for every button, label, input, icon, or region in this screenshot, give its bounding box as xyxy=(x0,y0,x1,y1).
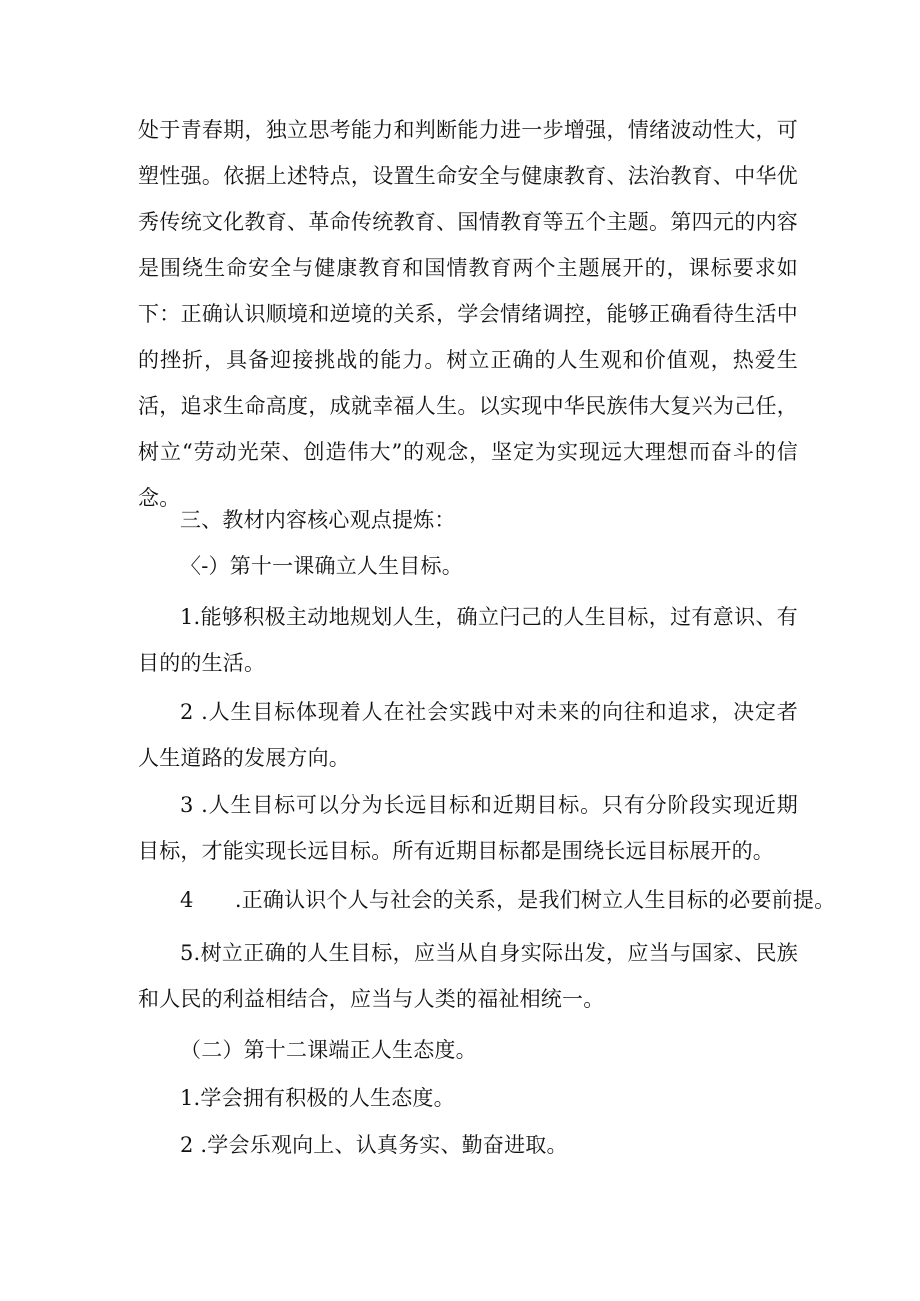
lesson-11-heading: 〈-）第十一课确立人生目标。 xyxy=(180,554,463,578)
lesson-12-point-2: 2 .学会乐观向上、认真务实、勤奋进取。 xyxy=(180,1133,568,1157)
lesson-11-point-2: 2 .人生目标体现着人在社会实践中对未来的向往和追求，决定者人生道路的发展方向。 xyxy=(138,700,798,770)
lesson-11-point-1: 1.能够积极主动地规划人生，确立闩己的人生目标，过有意识、有目的的生活。 xyxy=(138,605,798,675)
intro-paragraph: 处于青春期，独立思考能力和判断能力进一步增强，情绪波动性大，可塑性强。依据上述特点，设置生命安全与健康教育、法治教育、中华优秀传统文化教育、革命传统教育、国情教育等五个主题。第四元的内容是围绕生命安全与健康教育和国情教育两个主题展开的，课标要求如下：正确认识顺境和逆境的关系，学会情绪调控，能够正确看待生活中的挫折，具备迎接挑战的能力。树立正确的人生观和价值观，热爱生活，追求生命高度，成就幸福人生。以实现中华民族伟大复兴为己任，树立“劳动光荣、创造伟大”的观念，坚定为实现远大理想而奋斗的信念。 xyxy=(138,118,798,510)
lesson-12-point-1: 1.学会拥有积极的人生态度。 xyxy=(180,1086,455,1110)
section-heading: 三、教材内容核心观点提炼： xyxy=(180,508,456,532)
lesson-11-point-3: 3 .人生目标可以分为长远目标和近期目标。只有分阶段实现近期目标，才能实现长远目标。所有近期目标都是围绕长远目标展开的。 xyxy=(138,793,798,863)
lesson-11-point-5: 5.树立正确的人生目标，应当从自身实际出发，应当与国家、民族和人民的利益相结合，应当与人类的福祉相统一。 xyxy=(138,941,798,1011)
lesson-11-point-4: 4 .正确认识个人与社会的关系，是我们树立人生目标的必要前提。 xyxy=(180,888,836,912)
lesson-12-heading: （二）第十二课端正人生态度。 xyxy=(180,1038,477,1062)
